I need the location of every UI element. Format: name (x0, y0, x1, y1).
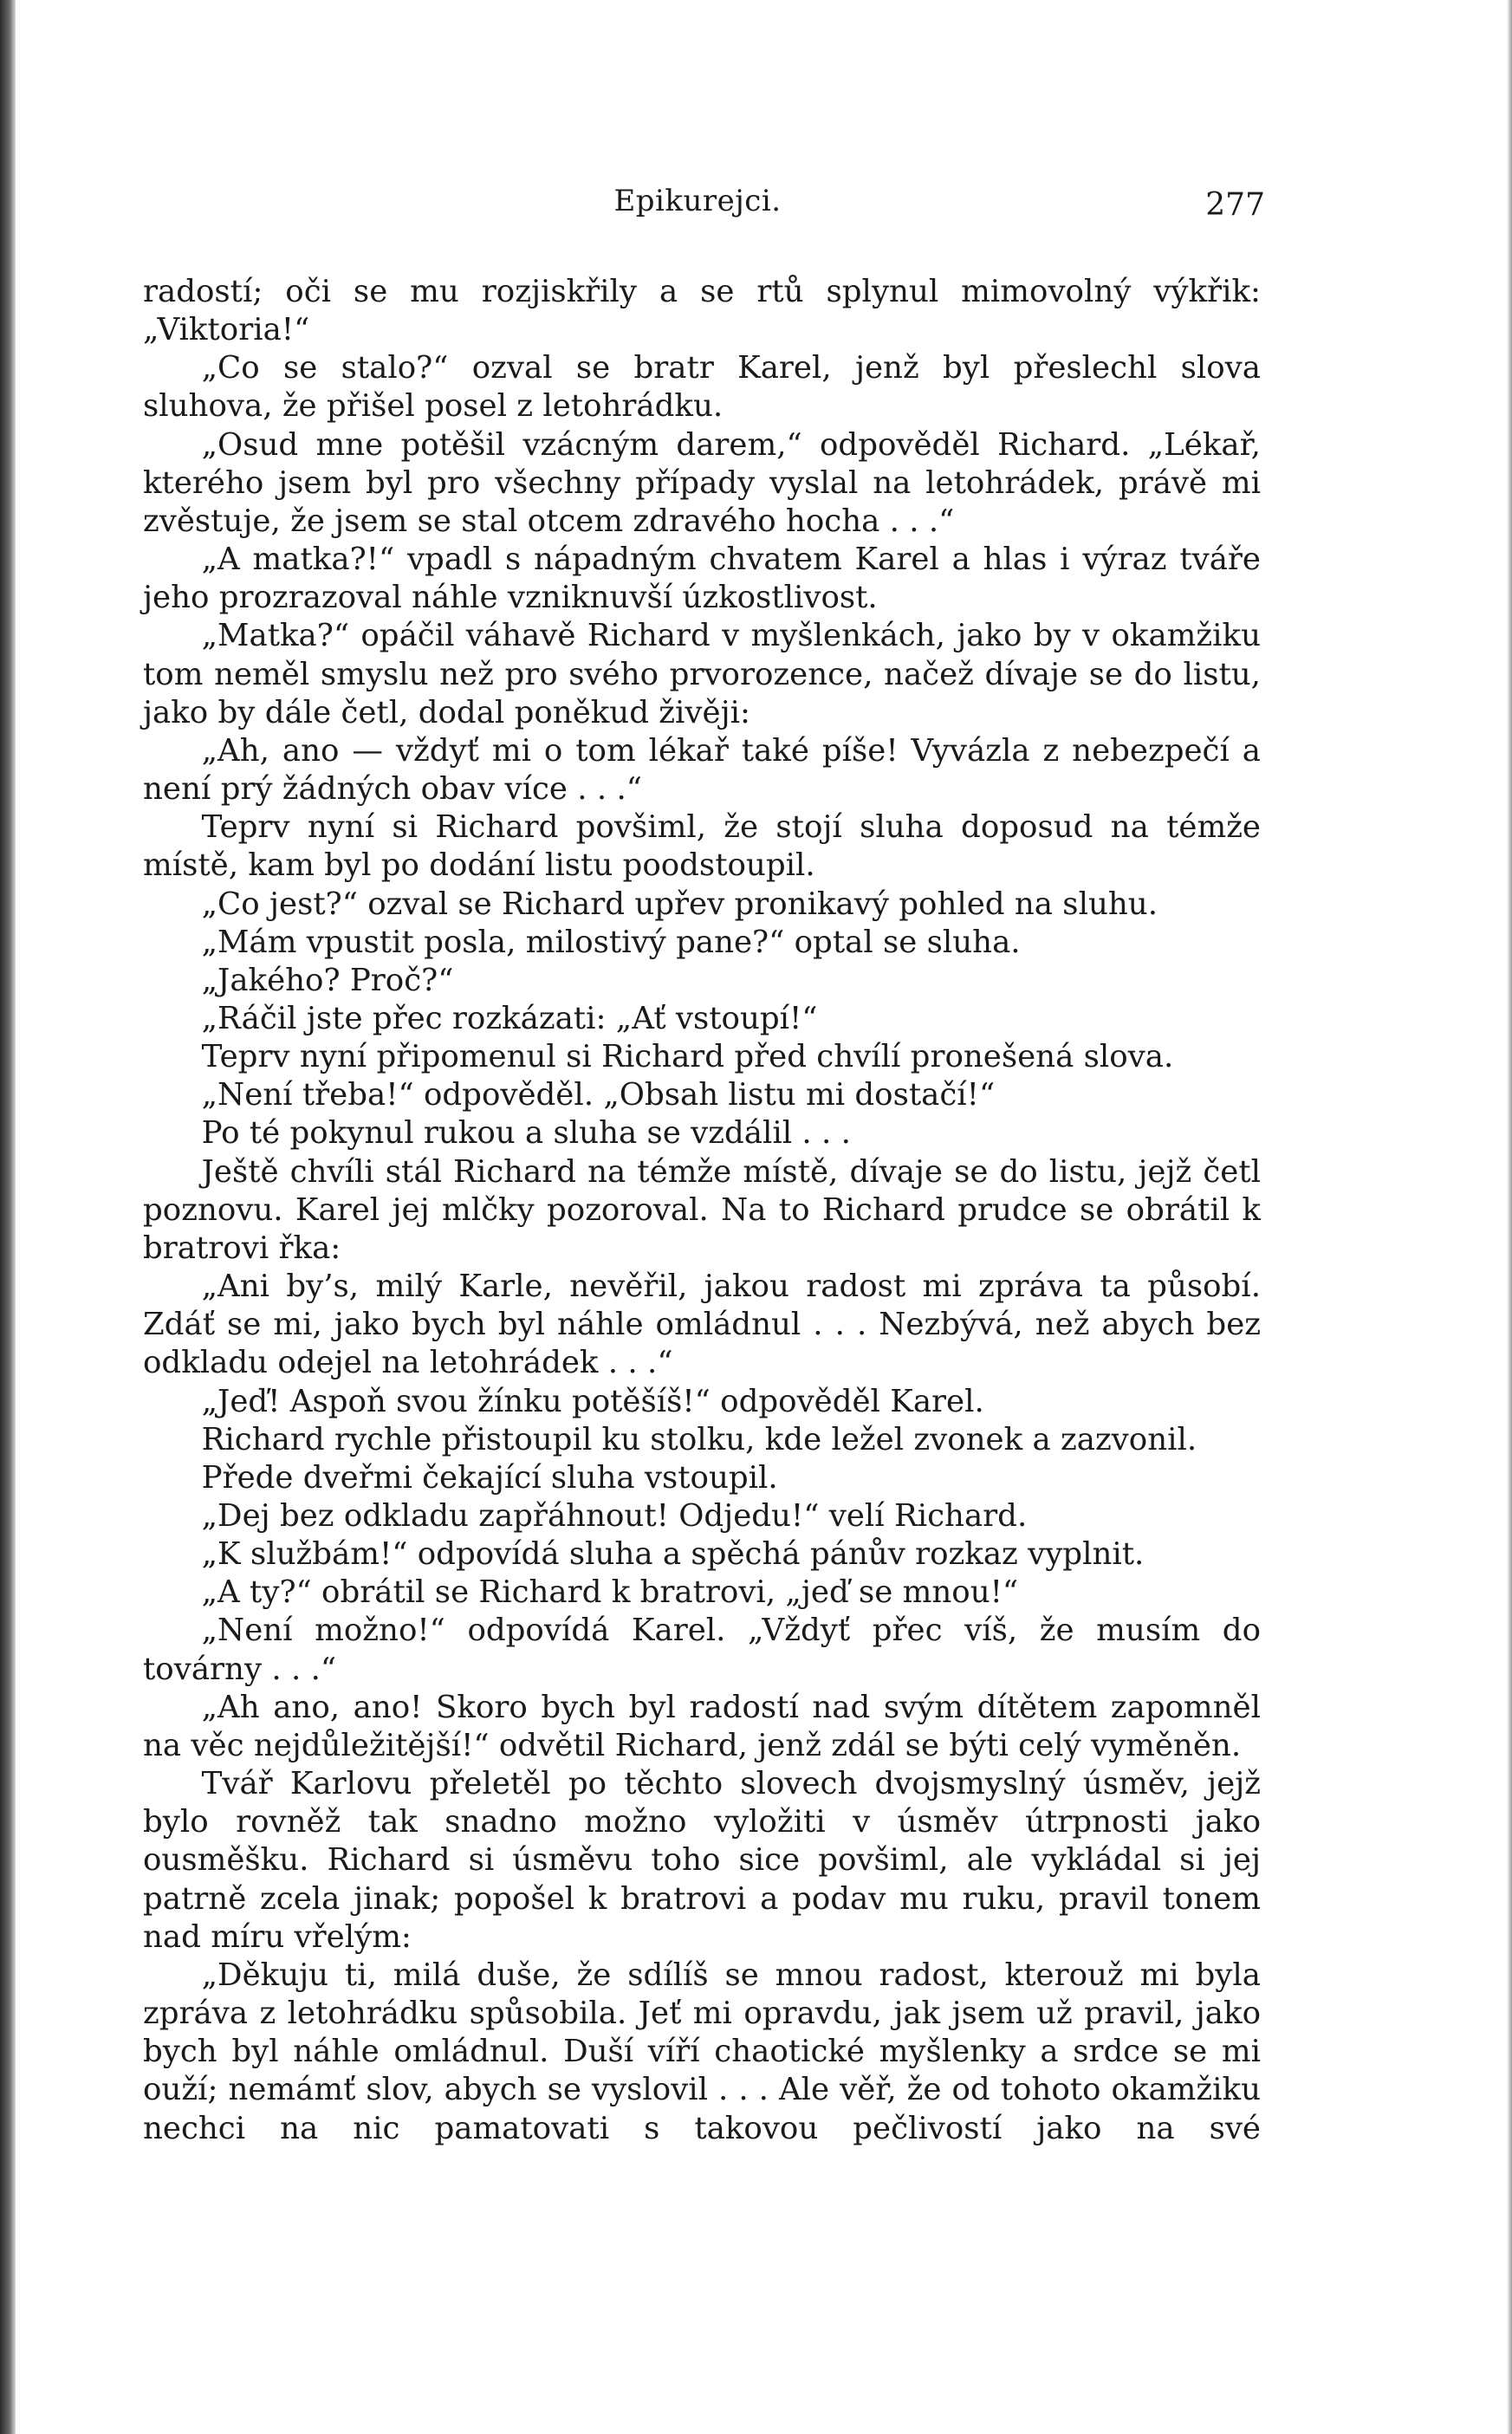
paragraph: „Jeď! Aspoň svou žínku potěšíš!“ odpověděl Karel. (201, 1383, 984, 1419)
paragraph: Teprv nyní připomenul si Richard před chvílí pronešená slova. (201, 1039, 1174, 1075)
paragraph: „A matka?!“ vpadl s nápadným chvatem Karel a hlas i výraz tváře jeho prozrazoval náhle vzniknuvší úzkostlivost. (143, 542, 1261, 616)
paragraph: „K službám!“ odpovídá sluha a spěchá pánův rozkaz vyplnit. (201, 1536, 1145, 1573)
paragraph: „Mám vpustit posla, milostivý pane?“ optal se sluha. (201, 924, 1021, 960)
paragraph: Tvář Karlovu přeletěl po těchto slovech dvojsmyslný úsměv, jejž bylo rovněž tak snadno možno vyložiti v úsměv útrpnosti jako ousměšku. Richard si úsměvu toho sice povšiml, ale vykládal si jej patrně zcela jinak; popošel k bratrovi a podav mu ruku, pravil tonem nad míru vřelým: (143, 1766, 1261, 1955)
paragraph: „Dej bez odkladu zapřáhnout! Odjedu!“ velí Richard. (201, 1498, 1028, 1534)
page-header (130, 184, 1265, 236)
paragraph: Richard rychle přistoupil ku stolku, kde ležel zvonek a zazvonil. (201, 1421, 1197, 1457)
paragraph: „Ah ano, ano! Skoro bych byl radostí nad svým dítětem zapomněl na věc nejdůležitější!“ odvětil Richard, jenž zdál se býti celý vyměněn. (143, 1689, 1261, 1763)
paragraph: „Není možno!“ odpovídá Karel. „Vždyť přec víš, že musím do továrny . . .“ (143, 1613, 1261, 1687)
paragraph: „Děkuju ti, milá duše, že sdílíš se mnou radost, kterouž mi byla zpráva z letohrádku spůsobila. Jeť mi opravdu, jak jsem už pravil, jako bych byl náhle omládnul. Duší víří chaotické myšlenky a srdce se mi ouží; nemámť slov, abych se vyslovil . . . Ale věř, že od tohoto okamžiku nechci na nic pamatovati s takovou pečlivostí jako na své (143, 1957, 1261, 2146)
paragraph: Ještě chvíli stál Richard na témže místě, dívaje se do listu, jejž četl poznovu. Karel jej mlčky pozoroval. Na to Richard prudce se obrátil k bratrovi řka: (143, 1153, 1261, 1266)
paragraph: „Jakého? Proč?“ (201, 962, 454, 998)
paragraph: „Matka?“ opáčil váhavě Richard v myšlenkách, jako by v okamžiku tom neměl smyslu než pro svého prvorozence, načež dívaje se do listu, jako by dále četl, dodal poněkud živěji: (143, 618, 1261, 730)
paragraph: „Osud mne potěšil vzácným darem,“ odpověděl Richard. „Lékař, kterého jsem byl pro všechny případy vyslal na letohrádek, právě mi zvěstuje, že jsem se stal otcem zdravého hocha . . .“ (143, 426, 1261, 539)
page-number: 277 (1205, 187, 1265, 223)
paragraph: Teprv nyní si Richard povšiml, že stojí sluha doposud na témže místě, kam byl po dodání listu poodstoupil. (143, 809, 1261, 884)
running-title: Epikurejci. (613, 184, 782, 218)
paragraph: „Ráčil jste přec rozkázati: „Ať vstoupí!“ (201, 1000, 818, 1036)
paragraph: „Ani by’s, milý Karle, nevěřil, jakou radost mi zpráva ta působí. Zdáť se mi, jako bych byl náhle omládnul . . . Nezbývá, než abych bez odkladu odejel na letohrádek . . .“ (143, 1269, 1261, 1381)
paragraph: „Co jest?“ ozval se Richard upřev pronikavý pohled na sluhu. (201, 886, 1158, 922)
paragraph: „Není třeba!“ odpověděl. „Obsah listu mi dostačí!“ (201, 1077, 996, 1113)
scan-right-edge (1507, 0, 1512, 2434)
paragraph: Po té pokynul rukou a sluha se vzdálil . . . (201, 1115, 851, 1152)
paragraph: „Co se stalo?“ ozval se bratr Karel, jenž byl přeslechl slova sluhova, že přišel posel z letohrádku. (143, 350, 1261, 425)
body-text (143, 273, 1261, 2148)
scan-binding-edge (0, 0, 16, 2434)
paragraph: Přede dveřmi čekající sluha vstoupil. (201, 1459, 778, 1496)
paragraph: „Ah, ano — vždyť mi o tom lékař také píše! Vyvázla z nebezpečí a není prý žádných obav více . . .“ (143, 732, 1261, 808)
paragraph: radostí; oči se mu rozjiskřily a se rtů splynul mimovolný výkřik: „Viktoria!“ (143, 274, 1261, 348)
paragraph: „A ty?“ obrátil se Richard k bratrovi, „jeď se mnou!“ (201, 1574, 1019, 1611)
